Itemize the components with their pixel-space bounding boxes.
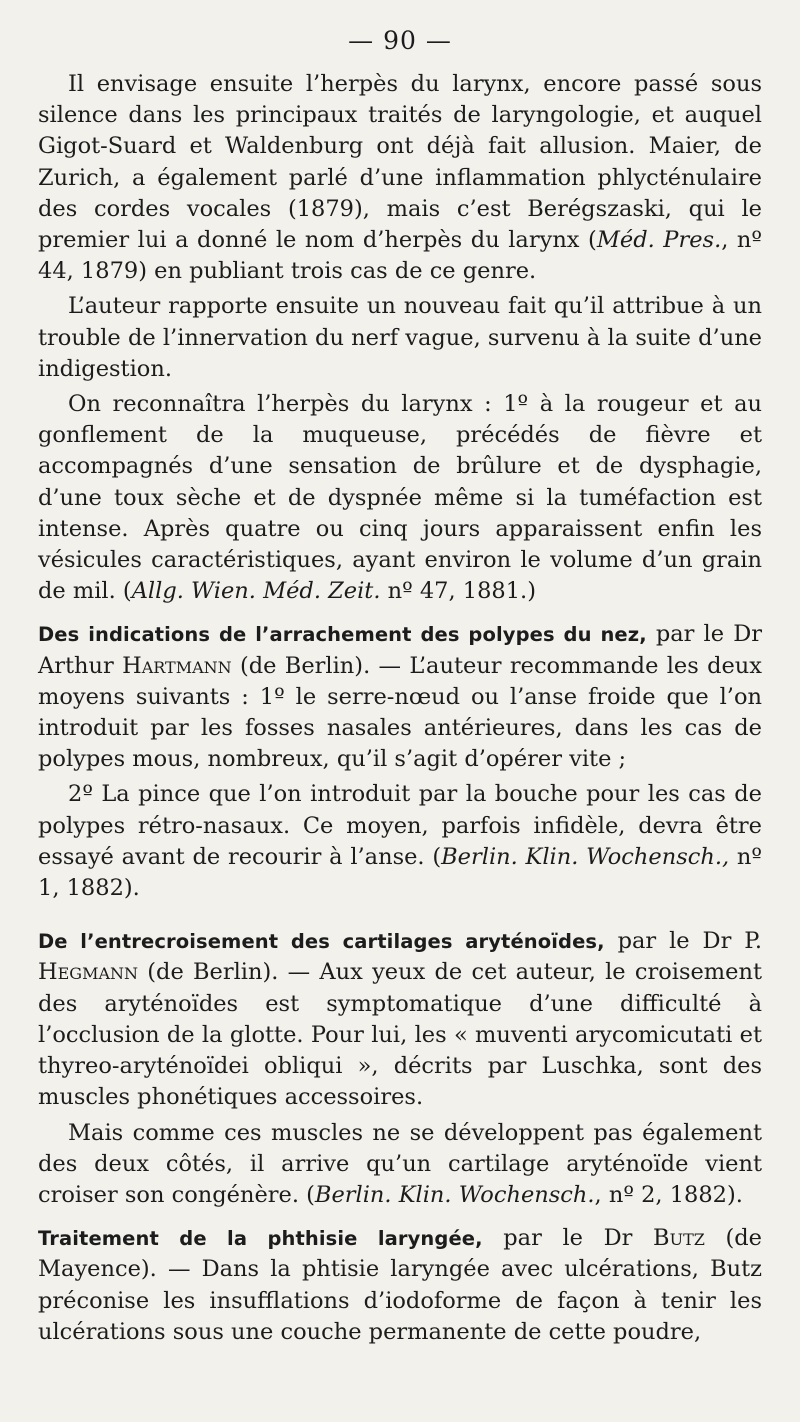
citation: Allg. Wien. Méd. Zeit. bbox=[131, 578, 381, 605]
text: Il envisage ensuite l’herpès du larynx, encore passé sous silence dans les principaux traités de laryngologie, et auquel Gigot-Suard et Waldenburg ont déjà fait allusion. Maier, de Zurich, a également parlé d’une inflammation phlycténulaire des cordes vocales (1879), mais c’est Berégszaski, qui le premier lui a donné le nom d’herpès du larynx ( bbox=[38, 71, 762, 254]
paragraph-muscles bbox=[38, 1118, 762, 1212]
author-name: Hegmann bbox=[38, 959, 139, 986]
text: , nº 44, 1879) en publiant trois cas de ce genre. bbox=[38, 227, 762, 285]
section-heading: De l’entrecroisement des cartilages aryténoïdes, bbox=[38, 930, 605, 954]
text: par le Dr bbox=[482, 1225, 654, 1252]
section-phthisie bbox=[38, 1223, 762, 1348]
page-body bbox=[38, 69, 762, 1348]
text: (de Berlin). — L’auteur recommande les deux moyens suivants : 1º le serre-nœud ou l’anse froide que l’on introduit par les fosses nasales antérieures, dans les cas de polypes mous, nombreux, qu’il s’agit d’opérer vite ; bbox=[38, 652, 762, 773]
citation: Méd. Pres. bbox=[596, 227, 722, 254]
paragraph-new-case bbox=[38, 291, 762, 385]
text: L’auteur rapporte ensuite un nouveau fait qu’il attribue à un trouble de l’innervation du nerf vague, survenu à la suite d’une indigestion. bbox=[38, 293, 762, 382]
text: Mais comme ces muscles ne se développent pas également des deux côtés, il arrive qu’un cartilage aryténoïde vient croiser son congénère. ( bbox=[38, 1119, 762, 1208]
paragraph-herpes-larynx bbox=[38, 69, 762, 287]
section-heading: Des indications de l’arrachement des polypes du nez, bbox=[38, 623, 647, 647]
author-name: Butz bbox=[653, 1225, 705, 1252]
text: nº 1, 1882). bbox=[38, 843, 762, 902]
citation: Berlin. Klin. Wochensch. bbox=[314, 1181, 595, 1208]
text: (de Berlin). — Aux yeux de cet auteur, le croisement des aryténoïdes est symptomatique d’une difficulté à l’occlusion de la glotte. Pour lui, les « muventi arycomicutati et thyreo-aryténoïdei obliqui », décrits par Luschka, sont des muscles phonétiques accessoires. bbox=[38, 959, 762, 1111]
text: On reconnaîtra l’herpès du larynx : 1º à la rougeur et au gonflement de la muqueuse, précédés de fièvre et accompagnés d’une sensation de brûlure et de dysphagie, d’une toux sèche et de dyspnée même si la tuméfaction est intense. Après quatre ou cinq jours apparaissent enfin les vésicules caractéristiques, ayant environ le volume d’un grain de mil. ( bbox=[38, 391, 762, 605]
paragraph-pince bbox=[38, 779, 762, 904]
text: nº 47, 1881.) bbox=[380, 578, 536, 605]
section-cartilages bbox=[38, 926, 762, 1113]
section-polypes-nez bbox=[38, 619, 762, 775]
text: , nº 2, 1882). bbox=[594, 1181, 743, 1208]
text: par le Dr P. bbox=[604, 928, 762, 955]
author-name: Hartmann bbox=[122, 652, 232, 679]
text: 2º La pince que l’on introduit par la bouche pour les cas de polypes rétro-nasaux. Ce moyen, parfois infidèle, devra être essayé avant de recourir à l’anse. ( bbox=[38, 781, 762, 870]
section-heading: Traitement de la phthisie laryngée, bbox=[38, 1227, 483, 1251]
paragraph-diagnosis bbox=[38, 389, 762, 607]
page-number: — 90 — bbox=[348, 26, 452, 55]
citation: Berlin. Klin. Wochensch., bbox=[441, 843, 730, 870]
text: par le Dr Arthur bbox=[38, 621, 762, 679]
text: (de Mayence). — Dans la phtisie laryngée avec ulcérations, Butz préconise les insufflations d’iodoforme de façon à tenir les ulcérations sous une couche permanente de cette poudre, bbox=[38, 1225, 762, 1345]
